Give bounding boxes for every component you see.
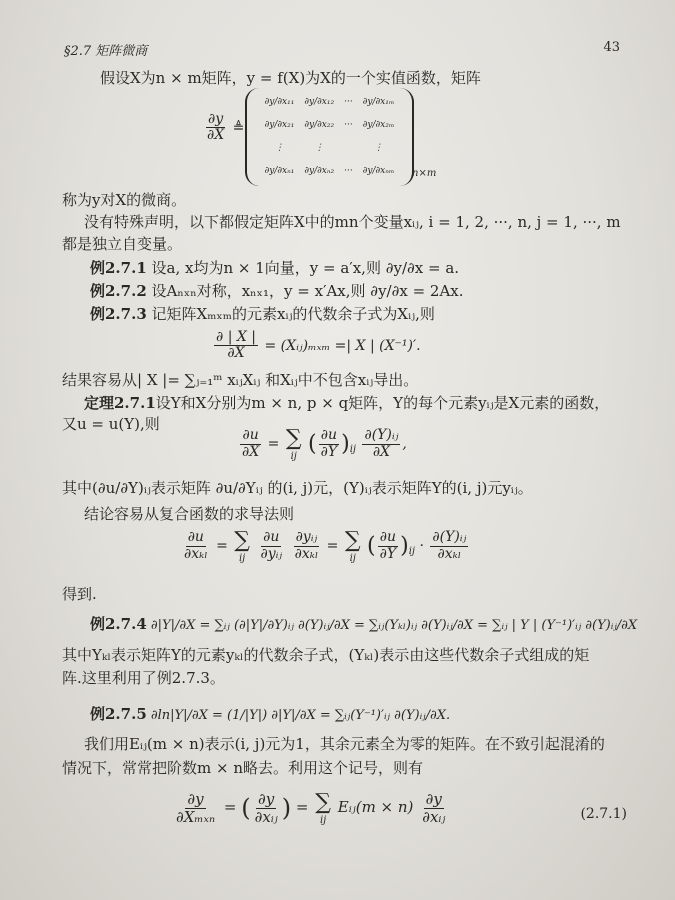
called-line: 称为y对X的微商。 xyxy=(62,191,187,209)
chain-d4: ∂xₖₗ xyxy=(437,545,462,562)
last-d1: ∂Xₘₓₙ xyxy=(176,807,216,826)
got-line: 得到. xyxy=(62,585,97,603)
eq3-num: ∂ | X | xyxy=(216,329,256,345)
last-n1: ∂y xyxy=(187,790,204,808)
example-2-7-1 xyxy=(90,258,459,278)
chain-n4: ∂(Y)ᵢⱼ xyxy=(432,529,467,546)
last-sub: ij xyxy=(319,815,327,826)
last-sum: ∑ xyxy=(315,790,331,815)
thm-eq-eq: = xyxy=(267,436,280,452)
equation-number: (2.7.1) xyxy=(580,806,627,822)
thm-eq-d1: ∂X xyxy=(242,443,260,460)
last-pd: ∂xᵢⱼ xyxy=(254,807,278,826)
matrix-cell: ∂y/∂x₂₂ xyxy=(304,119,335,130)
thm-label: 定理2.7.1 xyxy=(84,394,156,412)
chain-n2: ∂u xyxy=(263,529,280,546)
chain-d2: ∂yᵢⱼ xyxy=(260,545,283,562)
eq-2-7-1: $\frac{\partial y}{\text{∂Xₘₓₙ}}$ = ( $\frac{\partial y}{\text{∂xᵢⱼ}}$ ) = ∑ ij Eᵢⱼ(m × n) $\frac{\partial y}{\text{∂xᵢⱼ}}$ xyxy=(176,790,446,826)
eq-det-derivative xyxy=(212,330,421,362)
matrix-cell: ∂y/∂xₙ₂ xyxy=(304,165,335,176)
where2-line1: 其中Yₖₗ表示矩阵Y的元素yₖₗ的代数余子式，(Yₖₗ)表示由这些代数余子式组成的矩 xyxy=(62,646,590,664)
last-d2: ∂xᵢⱼ xyxy=(422,807,446,826)
example-2-7-5 xyxy=(90,704,450,726)
chain-n1: ∂u xyxy=(187,529,204,546)
example-2-7-4 xyxy=(90,614,637,636)
last-eq2: = xyxy=(295,798,309,816)
page-number: 43 xyxy=(603,40,620,55)
matrix-cell: ··· xyxy=(344,119,353,130)
chain-pd: ∂Y xyxy=(379,545,397,562)
matrix-row xyxy=(260,159,400,182)
conclude-line: 结论容易从复合函数的求导法则 xyxy=(84,505,295,523)
matrix-cell: ∂y/∂x₁₂ xyxy=(304,96,335,107)
chain-eq2: = xyxy=(326,538,339,554)
thm-eq-n1: ∂u xyxy=(242,427,259,444)
intro-line: 假设X为n × m矩阵，y = f(X)为X的一个实值函数，矩阵 xyxy=(100,69,481,87)
chain-d3: ∂xₖₗ xyxy=(294,545,319,562)
thm-eq-d2: ∂X xyxy=(372,443,391,460)
para3-line2: 情况下，常常把阶数m × n略去。利用这个记号，则有 xyxy=(62,759,423,777)
matrix-cell: ⋮ xyxy=(374,142,384,153)
matrix-cell: ∂y/∂x₂₁ xyxy=(264,119,295,130)
where2-line2: 阵.这里利用了例2.7.3。 xyxy=(62,669,225,687)
last-n2: ∂y xyxy=(425,790,442,808)
matrix-cell: ∂y/∂xₙₘ xyxy=(362,165,395,176)
matrix-row xyxy=(260,113,400,136)
matrix-cell: ∂y/∂xₙ₁ xyxy=(264,165,295,176)
def-lhs xyxy=(203,112,244,144)
chain-sub2: ij xyxy=(349,553,356,564)
thm-eq-sum: ∑ xyxy=(285,426,302,451)
ex3-text: 记矩阵Xₘₓₘ的元素xᵢⱼ的代数余子式为Xᵢⱼ,则 xyxy=(151,305,435,323)
matrix-cell: ∂y/∂x₁ₘ xyxy=(362,96,395,107)
matrix-row xyxy=(260,90,400,113)
eq3-rhs: = (Xᵢⱼ)ₘₓₘ =| X | (X⁻¹)′. xyxy=(264,337,421,354)
result-line: 结果容易从| X |= ∑ⱼ₌₁ᵐ xᵢⱼXᵢⱼ 和Xᵢⱼ中不包含xᵢⱼ导出。 xyxy=(62,371,419,389)
thm-eq-psub: ij xyxy=(349,443,357,455)
matrix-cell: ⋮ xyxy=(314,142,324,153)
ex1-text: 设a, x均为n × 1向量，y = a′x,则 ∂y/∂x = a. xyxy=(151,259,460,277)
chain-pn: ∂u xyxy=(379,529,396,546)
thm-eq-n2: ∂(Y)ᵢⱼ xyxy=(364,427,399,444)
ex4-label: 例2.7.4 xyxy=(90,615,147,633)
last-pn: ∂y xyxy=(258,790,275,808)
ex2-label: 例2.7.2 xyxy=(90,282,147,300)
eq-theorem: $\frac{\partial u}{\partial X}$ = ∑ ij ( $\frac{\partial u}{\partial Y}$ )$_{ij}$ $\frac{\text{∂(Y)ᵢⱼ}}{\partial X}$ , xyxy=(242,426,407,462)
def-delta: ≜ xyxy=(232,119,245,136)
chain-sum1: ∑ xyxy=(234,528,250,553)
example-2-7-3 xyxy=(90,304,435,324)
para3-line1: 我们用Eᵢⱼ(m × n)表示(i, j)元为1，其余元素全为零的矩阵。在不致引起混淆的 xyxy=(84,735,605,753)
def-lhs-num: ∂y xyxy=(208,111,224,127)
thm-eq-pn: ∂u xyxy=(320,427,337,444)
matrix-cell xyxy=(339,136,358,159)
thm-eq-pd: ∂Y xyxy=(320,443,338,460)
para2-line1: 没有特殊声明，以下都假定矩阵X中的mn个变量xᵢⱼ, i = 1, 2, ···, n, j = 1, ···, m xyxy=(84,213,621,231)
chain-d1: ∂xₖₗ xyxy=(184,545,208,562)
thm-eq-tail: , xyxy=(402,436,407,452)
thm-eq-sub: ij xyxy=(290,451,297,462)
chain-n3: ∂yᵢⱼ xyxy=(295,529,318,546)
derivative-matrix xyxy=(245,88,414,186)
theorem-2-7-1 xyxy=(84,393,609,413)
matrix-subscript: n×m xyxy=(412,168,437,179)
para2-line2: 都是独立自变量。 xyxy=(62,235,183,253)
where-line1: 其中(∂u/∂Y)ᵢⱼ表示矩阵 ∂u/∂Yᵢⱼ 的(i, j)元，(Y)ᵢⱼ表示矩阵Y的(i, j)元yᵢⱼ。 xyxy=(62,479,533,497)
chain-dot: · xyxy=(419,538,424,554)
ex1-label: 例2.7.1 xyxy=(90,259,147,277)
ex3-label: 例2.7.3 xyxy=(90,305,147,323)
last-eq1: = xyxy=(223,798,237,816)
ex5-text: ∂ln|Y|/∂X = (1/|Y|) ∂|Y|/∂X = ∑ᵢⱼ(Y⁻¹)′ᵢⱼ ∂(Y)ᵢⱼ/∂X. xyxy=(150,708,451,723)
ex4-text: ∂|Y|/∂X = ∑ᵢⱼ (∂|Y|/∂Y)ᵢⱼ ∂(Y)ᵢⱼ/∂X = ∑ᵢⱼ(Yₖₗ)ᵢⱼ ∂(Y)ᵢⱼ/∂X = ∑ᵢⱼ | Y | (Y⁻¹)′ᵢⱼ ∂(Y)ᵢⱼ/∂X xyxy=(150,618,638,633)
matrix-cell: ∂y/∂x₂ₘ xyxy=(362,119,395,130)
matrix-table xyxy=(260,90,400,182)
ex5-label: 例2.7.5 xyxy=(90,705,147,723)
matrix-cell: ··· xyxy=(344,165,353,176)
example-2-7-2 xyxy=(90,281,464,301)
eq3-den: ∂X xyxy=(227,345,245,362)
chain-sub1: ij xyxy=(238,553,246,564)
chain-eq1: = xyxy=(216,538,228,554)
last-mid: Eᵢⱼ(m × n) xyxy=(337,798,414,816)
matrix-cell: ··· xyxy=(344,96,353,107)
thm-text: 设Y和X分别为m × n, p × q矩阵，Y的每个元素yᵢⱼ是X元素的函数， xyxy=(155,394,610,412)
eq-chain-rule: $\frac{\partial u}{\text{∂xₖₗ}}$ = ∑ ij $\frac{\partial u}{\text{∂yᵢⱼ}}$ $\frac{\text{∂yᵢⱼ}}{\text{∂xₖₗ}}$ = ∑ ij ( $\frac{\partial u}{\partial Y}$ )$_{ij}$ · $\frac{\text{∂(Y)ᵢⱼ}}{\text{∂xₖₗ}}$ xyxy=(184,528,467,564)
theorem-line2: 又u = u(Y),则 xyxy=(62,415,160,433)
ex2-text: 设Aₙₓₙ对称，xₙₓ₁，y = x′Ax,则 ∂y/∂x = 2Ax. xyxy=(151,282,464,300)
section-header: §2.7 矩阵微商 xyxy=(64,44,148,59)
chain-sum2: ∑ xyxy=(344,528,361,553)
def-lhs-den: ∂X xyxy=(207,127,225,144)
chain-psub: ij xyxy=(408,545,416,557)
matrix-row xyxy=(260,136,400,159)
matrix-cell: ∂y/∂x₁₁ xyxy=(264,96,295,107)
matrix-cell: ⋮ xyxy=(274,142,284,153)
